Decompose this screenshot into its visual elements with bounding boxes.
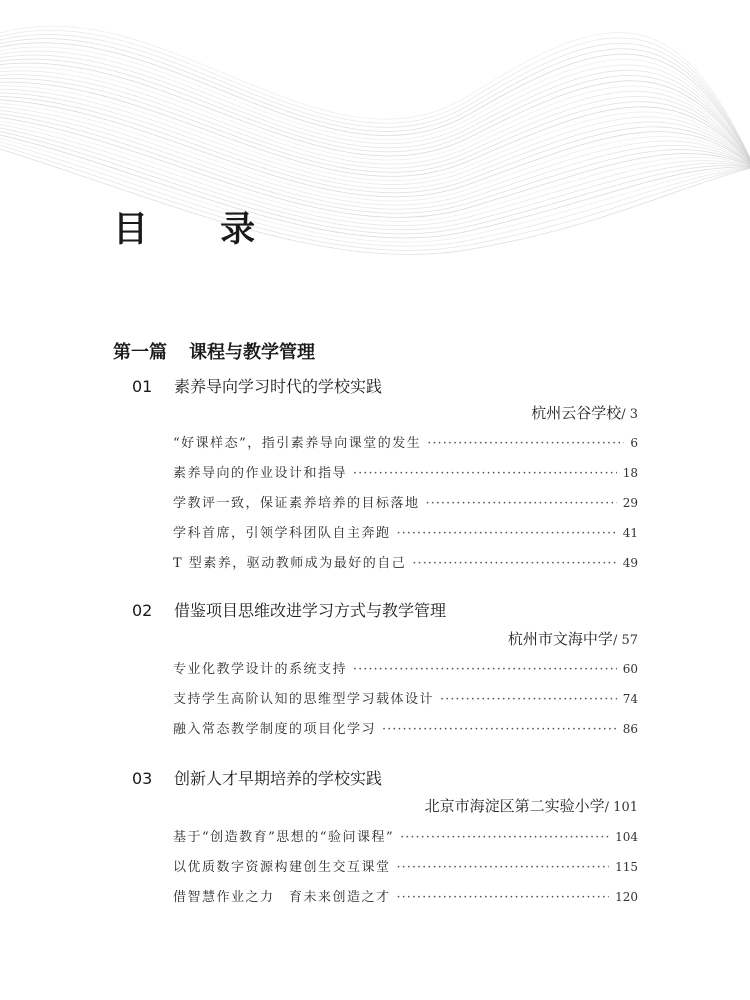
dot-leader <box>440 692 617 707</box>
chapter-number: 03 <box>132 769 153 788</box>
part-label: 第一篇 <box>113 342 167 363</box>
chapter-title: 借鉴项目思维改进学习方式与教学管理 <box>174 601 447 620</box>
toc-entry[interactable] <box>173 552 638 571</box>
entry-title: 借智慧作业之力 育未来创造之才 <box>173 890 391 905</box>
entry-title: 支持学生高阶认知的思维型学习载体设计 <box>173 692 435 707</box>
school-page: / 3 <box>621 407 638 422</box>
school-page: / 57 <box>612 633 638 648</box>
toc-entry[interactable] <box>173 492 638 511</box>
wave-line <box>0 63 750 211</box>
entry-page: 86 <box>622 722 638 736</box>
chapter-heading <box>132 598 446 621</box>
dot-leader <box>427 436 624 451</box>
entry-page: 6 <box>630 436 638 450</box>
toc-entry[interactable] <box>173 688 638 707</box>
entry-page: 120 <box>615 890 638 904</box>
part-name: 课程与教学管理 <box>189 342 315 363</box>
chapter-number: 01 <box>132 377 153 396</box>
entry-title: T 型素养，驱动教师成为最好的自己 <box>173 556 407 571</box>
dot-leader <box>412 556 616 571</box>
school-line <box>508 628 638 649</box>
chapter-heading <box>132 374 382 397</box>
toc-entry[interactable] <box>173 718 638 737</box>
entry-title: 融入常态教学制度的项目化学习 <box>173 722 377 737</box>
toc-entry[interactable] <box>173 856 638 875</box>
entry-page: 104 <box>615 830 638 844</box>
dot-leader <box>397 890 610 905</box>
school-name: 北京市海淀区第二实验小学 <box>424 797 605 815</box>
school-line <box>531 402 638 423</box>
toc-entry[interactable] <box>173 826 638 845</box>
school-name: 杭州云谷学校 <box>531 404 622 422</box>
dot-leader <box>426 496 617 511</box>
dot-leader <box>400 830 609 845</box>
dot-leader <box>353 466 617 481</box>
wave-line <box>0 82 750 201</box>
decorative-wave-background <box>0 0 750 300</box>
wave-line <box>0 34 750 225</box>
toc-entry[interactable] <box>173 462 638 481</box>
dot-leader <box>397 860 610 875</box>
wave-line <box>0 78 750 203</box>
page-title: 目 录 <box>113 210 286 250</box>
entry-page: 49 <box>622 556 638 570</box>
entry-title: 学教评一致，保证素养培养的目标落地 <box>173 496 420 511</box>
entry-page: 74 <box>622 692 638 706</box>
entry-page: 18 <box>622 466 638 480</box>
school-line <box>425 795 638 816</box>
chapter-title: 素养导向学习时代的学校实践 <box>174 377 383 396</box>
entry-page: 41 <box>622 526 638 540</box>
chapter-number: 02 <box>132 601 153 620</box>
chapter-heading <box>132 766 382 789</box>
entry-title: 学科首席，引领学科团队自主奔跑 <box>173 526 391 541</box>
entry-page: 60 <box>622 662 638 676</box>
entry-title: 基于“创造教育”思想的“验问课程” <box>173 830 395 845</box>
toc-entry[interactable] <box>173 522 638 541</box>
entry-title: “好课样态”，指引素养导向课堂的发生 <box>173 436 422 451</box>
dot-leader <box>353 662 617 677</box>
part-heading <box>113 338 315 364</box>
entry-page: 115 <box>615 860 638 874</box>
entry-title: 以优质数字资源构建创生交互课堂 <box>173 860 391 875</box>
dot-leader <box>382 722 617 737</box>
toc-entry[interactable] <box>173 658 638 677</box>
entry-page: 29 <box>622 496 638 510</box>
entry-title: 素养导向的作业设计和指导 <box>173 466 348 481</box>
chapter-title: 创新人才早期培养的学校实践 <box>174 769 383 788</box>
school-name: 杭州市文海中学 <box>507 630 613 648</box>
entry-title: 专业化教学设计的系统支持 <box>173 662 348 677</box>
school-page: / 101 <box>604 800 638 815</box>
toc-entry[interactable] <box>173 886 638 905</box>
dot-leader <box>397 526 617 541</box>
toc-entry[interactable] <box>173 432 638 451</box>
